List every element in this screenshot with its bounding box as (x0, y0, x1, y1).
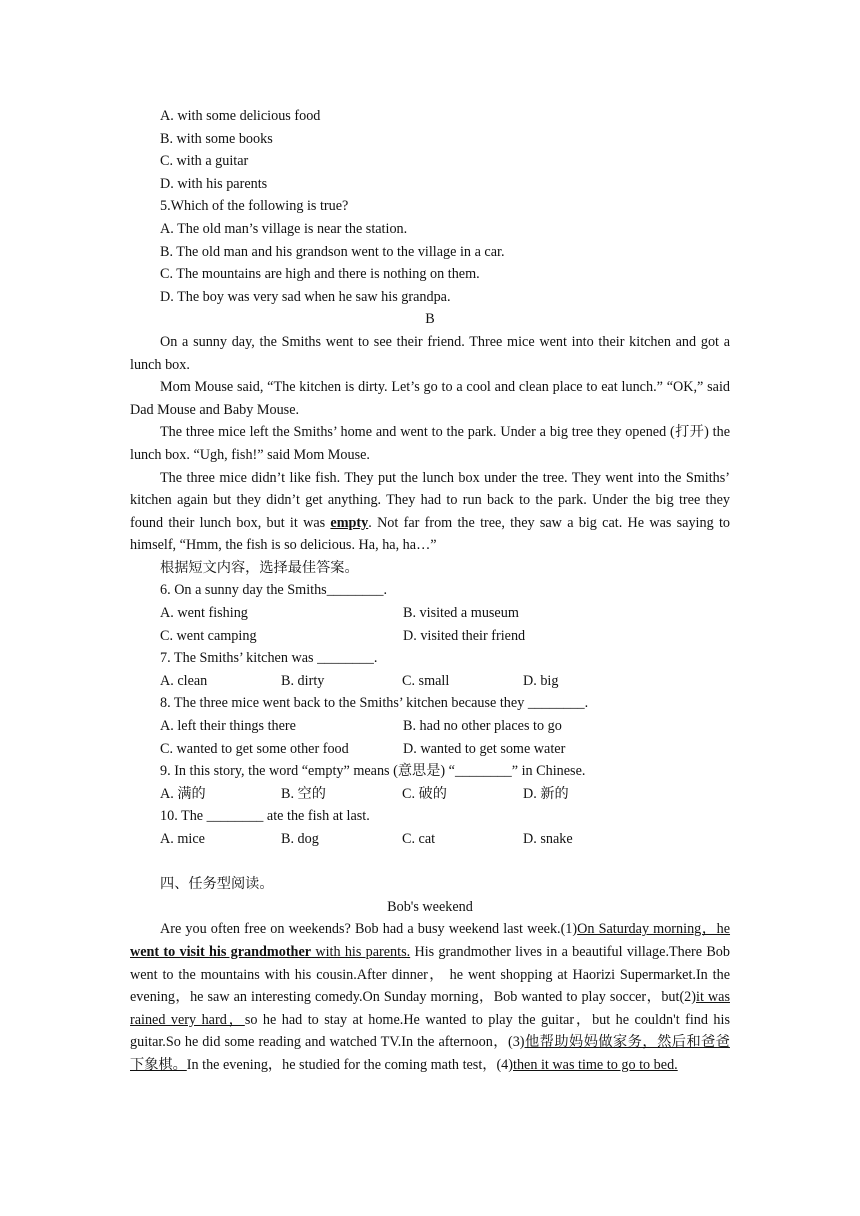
q7-option-d: D. big (523, 672, 559, 689)
spacer (130, 851, 730, 874)
passage-text-1: Are you often free on weekends? Bob had a busy weekend last week.(1) (160, 921, 578, 938)
q8-option-b: B. had no other places to go (403, 718, 562, 735)
q8-options-row-1 (130, 715, 730, 738)
q10-option-b: B. dog (281, 831, 319, 847)
q4-option-b: B. with some books (160, 130, 273, 147)
q7-option-a: A. clean (160, 672, 208, 689)
q6-stem: 6. On a sunny day the Smiths________. (160, 582, 387, 599)
passage-b-paragraph-4 (130, 467, 730, 557)
document-content (130, 105, 730, 1077)
q4-option-d: D. with his parents (160, 175, 268, 192)
underlined-1-bold: went to visit his grandmother (130, 943, 312, 960)
q9-option-b: B. 空的 (281, 785, 326, 802)
p4-text-after: . Not far from the tree, they saw a big cat. He was saying to himself, “Hmm, the fish is so delicious. Ha, ha, ha…” (130, 514, 730, 554)
q5-option-c: C. The mountains are high and there is nothing on them. (160, 266, 480, 283)
q9-option-c: C. 破的 (402, 785, 447, 802)
q4-option-c: C. with a guitar (160, 153, 249, 170)
underlined-sentence-4: then it was time to go to bed. (513, 1056, 678, 1073)
q5-option-a: A. The old man’s village is near the station. (160, 220, 408, 237)
q8-options-row-2 (130, 738, 730, 761)
q6-option-a: A. went fishing (160, 605, 248, 622)
q10-options (130, 828, 730, 851)
q5-option-b: B. The old man and his grandson went to the village in a car. (160, 243, 505, 260)
passage-title: Bob's weekend (387, 898, 473, 915)
q8-option-c: C. wanted to get some other food (160, 740, 349, 757)
passage-text-4: In the evening，he studied for the coming math test，(4) (186, 1056, 513, 1073)
q7-option-c: C. small (402, 672, 450, 689)
underlined-1-part-a: On Saturday morning，he (577, 921, 731, 938)
q6-options-row-2 (130, 625, 730, 648)
q7-option-b: B. dirty (281, 672, 325, 689)
q10-option-d: D. snake (523, 831, 573, 847)
underlined-sentence-3: 他帮助妈妈做家务，然后和爸爸下象棋。 (130, 1034, 730, 1073)
p4-text-before: The three mice didn’t like fish. They put the lunch box under the tree. They went into the Smiths’ kitchen again but they didn’t get anything. They had to run back to the park. Under the big tree they found their lunch box, but it was (130, 469, 730, 531)
q5-question: 5.Which of the following is true? (160, 198, 349, 215)
key-word-empty: empty (330, 514, 369, 531)
passage-b-paragraph-2: Mom Mouse said, “The kitchen is dirty. Let’s go to a cool and clean place to eat lunch.” “OK,” said Dad Mouse and Baby Mouse. (130, 379, 730, 418)
q9-option-a: A. 满的 (160, 785, 206, 802)
q6-option-c: C. went camping (160, 627, 257, 644)
q9-options (130, 783, 730, 806)
q8-option-d: D. wanted to get some water (403, 740, 566, 757)
q6-option-d: D. visited their friend (403, 627, 526, 644)
q7-stem: 7. The Smiths’ kitchen was ________. (160, 650, 378, 667)
bob-weekend-passage (130, 918, 730, 1076)
passage-text-2: His grandmother lives in a beautiful village.There Bob went to the mountains with his cousin.After dinner， he went shopping at Haorizi Supermarket.In the evening，he saw an interesting comedy.On Sunday morning，Bob wanted to play soccer，but(2) (130, 943, 730, 1006)
q10-option-a: A. mice (160, 831, 205, 847)
passage-b-instruction: 根据短文内容，选择最佳答案。 (160, 559, 359, 576)
q4-option-a: A. with some delicious food (160, 108, 321, 124)
q9-stem: 9. In this story, the word “empty” means (意思是) “________” in Chinese. (160, 763, 586, 780)
q6-options-row-1 (130, 602, 730, 625)
passage-text-3: so he had to stay at home.He wanted to play the guitar，but he couldn't find his guitar.So he did some reading and watched TV.In the afternoon，(3) (130, 1011, 730, 1051)
q10-stem: 10. The ________ ate the fish at last. (160, 808, 370, 825)
underlined-sentence-2: it was rained very hard， (130, 989, 730, 1028)
q8-stem: 8. The three mice went back to the Smiths’ kitchen because they ________. (160, 695, 589, 712)
q6-option-b: B. visited a museum (403, 605, 519, 622)
q7-options (130, 670, 730, 693)
passage-b-paragraph-1: On a sunny day, the Smiths went to see their friend. Three mice went into their kitchen and got a lunch box. (130, 333, 730, 373)
q9-option-d: D. 新的 (523, 785, 569, 802)
underlined-1-part-c: with his parents. (311, 943, 411, 960)
section-4-heading: 四、任务型阅读。 (160, 876, 274, 893)
passage-b-paragraph-3: The three mice left the Smiths’ home and went to the park. Under a big tree they opened (打开) the lunch box. “Ugh, fish!” said Mom Mouse. (130, 424, 730, 463)
q5-option-d: D. The boy was very sad when he saw his grandpa. (160, 288, 451, 305)
q8-option-a: A. left their things there (160, 718, 296, 735)
q10-option-c: C. cat (402, 831, 436, 847)
passage-b-label: B (425, 311, 435, 328)
